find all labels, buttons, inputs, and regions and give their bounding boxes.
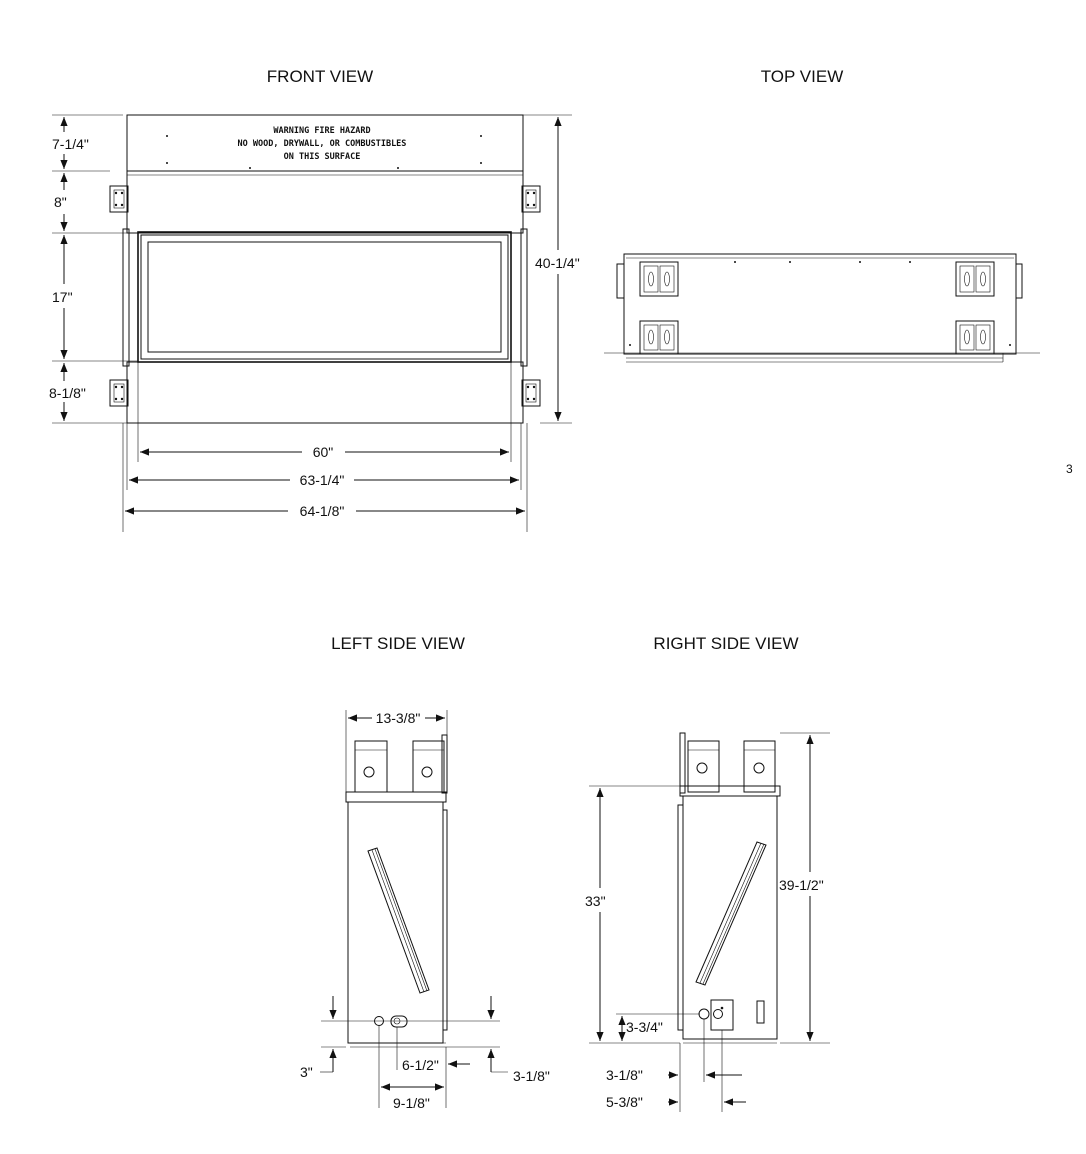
dim-lower-band: 8-1/8"	[49, 385, 86, 401]
dim-right-elec-offset-b: 5-3/8"	[606, 1094, 643, 1110]
front-view-title: FRONT VIEW	[266, 67, 374, 86]
dim-frame-width: 63-1/4"	[299, 472, 345, 488]
right-side-view	[585, 733, 830, 1112]
dim-upper-band: 8"	[54, 194, 67, 210]
dim-right-elec-offset-a: 3-1/8"	[606, 1067, 643, 1083]
dim-right-body-height: 33"	[585, 893, 606, 909]
left-side-view	[300, 710, 550, 1111]
dim-left-depth: 13-3/8"	[375, 710, 421, 726]
dim-left-gas-offset-a: 6-1/2"	[402, 1057, 439, 1073]
top-view	[604, 254, 1040, 362]
dim-right-overall-height: 39-1/2"	[779, 877, 824, 893]
right-side-view-title: RIGHT SIDE VIEW	[653, 634, 799, 653]
top-view-title: TOP VIEW	[760, 67, 844, 86]
front-view	[49, 115, 580, 532]
dim-overall-height: 40-1/4"	[535, 255, 580, 271]
warning-line-3: ON THIS SURFACE	[283, 152, 361, 162]
warning-line-1: WARNING FIRE HAZARD	[273, 126, 371, 136]
dim-left-gas-offset-c: 9-1/8"	[393, 1095, 430, 1111]
warning-line-2: NO WOOD, DRYWALL, OR COMBUSTIBLES	[237, 139, 407, 149]
dim-top-panel: 7-1/4"	[52, 136, 89, 152]
dim-right-elec-height: 3-3/4"	[626, 1019, 663, 1035]
dim-left-gas-offset-b: 3-1/8"	[513, 1068, 550, 1084]
dim-left-gas-height: 3"	[300, 1064, 313, 1080]
dim-glass-height: 17"	[52, 289, 73, 305]
dim-overall-width: 64-1/8"	[299, 503, 345, 519]
left-side-view-title: LEFT SIDE VIEW	[331, 634, 465, 653]
dim-glass-width: 60"	[312, 444, 334, 460]
page-number: 3	[1066, 462, 1073, 476]
